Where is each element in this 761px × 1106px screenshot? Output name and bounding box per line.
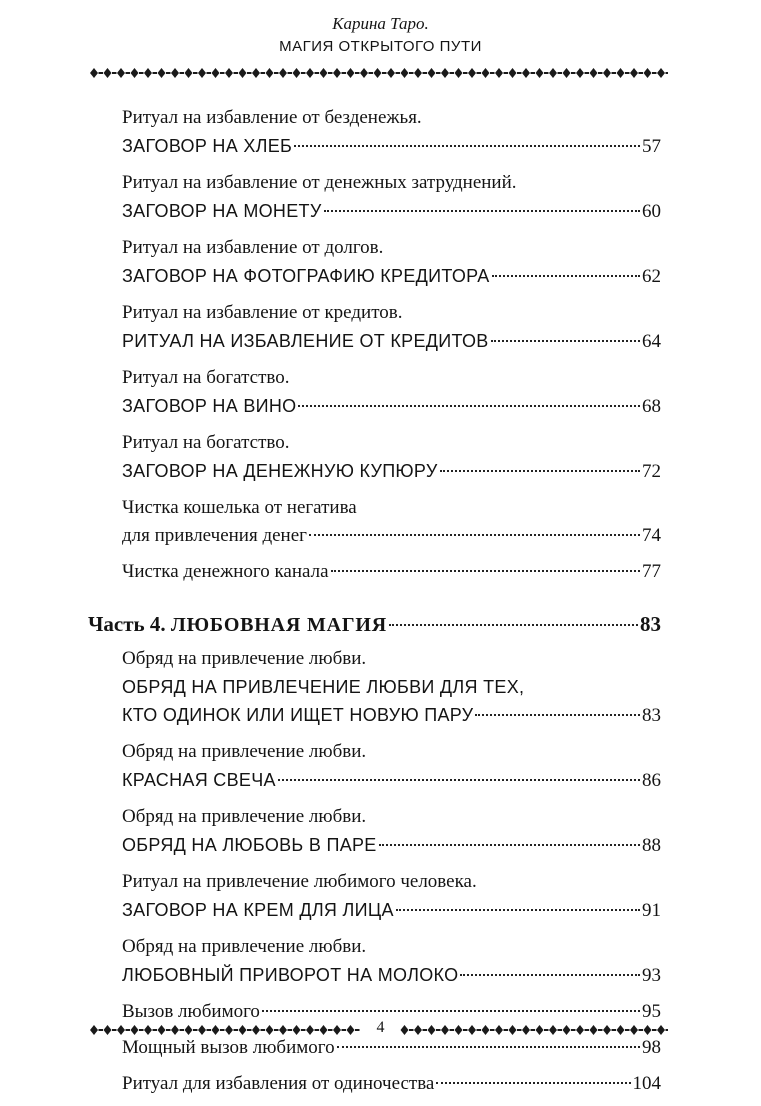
ornament-diamond-icon xyxy=(306,68,319,78)
toc-entry[interactable] xyxy=(122,1034,661,1062)
ornament-diamond-icon xyxy=(293,68,306,78)
toc-entry-title: Ритуал для избавления от одиночества xyxy=(122,1073,435,1094)
ornament-diamond-icon xyxy=(158,68,171,78)
toc-entry-title-row xyxy=(122,831,661,860)
ornament-diamond-icon xyxy=(617,68,630,78)
toc-entry[interactable] xyxy=(122,429,661,486)
toc-entry-title-row xyxy=(122,522,661,550)
toc-page-number: 62 xyxy=(642,266,661,287)
toc-entry-subtitle: Обряд на привлечение любви. xyxy=(122,648,367,669)
ornament-diamond-icon xyxy=(590,68,603,78)
toc-entry-title-row xyxy=(122,896,661,925)
toc-page-number: 83 xyxy=(642,705,661,726)
toc-entry-subtitle: Ритуал на избавление от безденежья. xyxy=(122,107,422,128)
toc-entry-title-row xyxy=(122,1034,661,1062)
toc-entry-title-row xyxy=(122,701,661,730)
dot-leader xyxy=(298,405,640,407)
toc-entry[interactable] xyxy=(122,364,661,421)
toc-page-number: 68 xyxy=(642,396,661,417)
toc-entry-title-row xyxy=(122,558,661,586)
toc-entry-title: для привлечения денег xyxy=(122,525,307,546)
toc-entry-title-row xyxy=(122,197,661,226)
toc-entry[interactable] xyxy=(122,1070,661,1098)
dot-leader xyxy=(389,624,638,626)
toc-entry-title: ОБРЯД НА ЛЮБОВЬ В ПАРЕ xyxy=(122,835,377,855)
ornament-diamond-icon xyxy=(522,68,535,78)
chapter-page-number: 83 xyxy=(640,612,661,636)
dot-leader xyxy=(278,779,640,781)
toc-entry-title: КТО ОДИНОК ИЛИ ИЩЕТ НОВУЮ ПАРУ xyxy=(122,705,474,725)
toc-entry-title-row xyxy=(122,132,661,161)
toc-entry-subtitle: Ритуал на богатство. xyxy=(122,367,290,388)
toc-entry-title-row xyxy=(122,262,661,291)
ornament-diamond-icon xyxy=(104,68,117,78)
chapter-heading-row xyxy=(88,610,661,639)
ornament-diamond-icon xyxy=(225,68,238,78)
ornament-top-icon xyxy=(88,67,668,79)
dot-leader xyxy=(262,1010,640,1012)
ornament-diamond-icon xyxy=(549,68,562,78)
ornament-diamond-icon xyxy=(428,68,441,78)
toc-entry[interactable] xyxy=(122,558,661,586)
toc-entry[interactable] xyxy=(122,803,661,860)
dot-leader xyxy=(379,844,640,846)
toc-page-number: 95 xyxy=(642,1001,661,1022)
dot-leader xyxy=(396,909,640,911)
running-header xyxy=(0,14,761,58)
toc-entry-title-row xyxy=(122,961,661,990)
toc-entry-title: Чистка денежного канала xyxy=(122,561,329,582)
toc-entry-subtitle: Ритуал на избавление от долгов. xyxy=(122,237,384,258)
toc-entry-title: КРАСНАЯ СВЕЧА xyxy=(122,770,276,790)
toc-entry[interactable] xyxy=(122,104,661,161)
toc-chapter-part4 xyxy=(0,610,761,639)
chapter-heading[interactable] xyxy=(88,610,661,639)
toc-entry[interactable] xyxy=(122,645,661,730)
dot-leader xyxy=(294,145,640,147)
ornament-diamond-icon xyxy=(401,68,414,78)
ornament-diamond-icon xyxy=(374,68,387,78)
ornament-diamond-icon xyxy=(455,68,468,78)
toc-entry-title-row xyxy=(122,457,661,486)
toc-entry-title: ЗАГОВОР НА ФОТОГРАФИЮ КРЕДИТОРА xyxy=(122,266,490,286)
toc-entry-title-row xyxy=(122,327,661,356)
header-book-title: МАГИЯ ОТКРЫТОГО ПУТИ xyxy=(279,38,482,55)
toc-entry-subtitle: Обряд на привлечение любви. xyxy=(122,741,367,762)
dot-leader xyxy=(492,275,640,277)
ornament-diamond-icon xyxy=(360,68,373,78)
toc-entry[interactable] xyxy=(122,169,661,226)
ornament-diamond-icon xyxy=(495,68,508,78)
ornament-diamond-icon xyxy=(131,68,144,78)
ornament-diamond-icon xyxy=(198,68,211,78)
toc-entry-title-row xyxy=(122,766,661,795)
ornament-diamond-icon xyxy=(185,68,198,78)
toc-page-number: 88 xyxy=(642,835,661,856)
ornament-diamond-icon xyxy=(414,68,427,78)
header-author: Карина Таро. xyxy=(332,14,429,33)
toc-entry-subtitle: Ритуал на привлечение любимого человека. xyxy=(122,871,477,892)
chapter-title: ЛЮБОВНАЯ МАГИЯ xyxy=(170,614,387,636)
toc-section-part3 xyxy=(0,104,761,586)
dot-leader xyxy=(324,210,640,212)
toc-entry-title: ЗАГОВОР НА МОНЕТУ xyxy=(122,201,322,221)
ornament-diamond-icon xyxy=(171,68,184,78)
toc-entry-subtitle: Ритуал на избавление от денежных затруднений. xyxy=(122,172,517,193)
ornament-diamond-icon xyxy=(468,68,481,78)
toc-entry-subtitle: Обряд на привлечение любви. xyxy=(122,936,367,957)
ornament-diamond-icon xyxy=(90,68,103,78)
ornament-diamond-icon xyxy=(212,68,225,78)
dot-leader xyxy=(309,534,640,536)
ornament-diamond-icon xyxy=(644,68,657,78)
ornament-diamond-icon xyxy=(509,68,522,78)
toc-entry-title: ЗАГОВОР НА ХЛЕБ xyxy=(122,136,293,156)
toc-entry[interactable] xyxy=(122,299,661,356)
toc-page-number: 86 xyxy=(642,770,661,791)
toc-entry-title-row xyxy=(122,392,661,421)
table-of-contents xyxy=(0,104,761,1106)
toc-page-number: 77 xyxy=(642,561,661,582)
toc-page-number: 93 xyxy=(642,965,661,986)
toc-entry-subtitle: Ритуал на избавление от кредитов. xyxy=(122,302,403,323)
toc-page-number: 104 xyxy=(632,1073,661,1094)
toc-entry-title: ЛЮБОВНЫЙ ПРИВОРОТ НА МОЛОКО xyxy=(122,965,459,985)
chapter-prefix: Часть 4. xyxy=(88,612,166,636)
ornament-diamond-icon xyxy=(630,68,643,78)
toc-entry-title-row xyxy=(122,1070,661,1098)
ornament-diamond-icon xyxy=(320,68,333,78)
toc-entry[interactable] xyxy=(122,738,661,795)
ornament-diamond-icon xyxy=(576,68,589,78)
ornament-diamond-icon xyxy=(482,68,495,78)
toc-entry-subtitle: ОБРЯД НА ПРИВЛЕЧЕНИЕ ЛЮБВИ ДЛЯ ТЕХ, xyxy=(122,677,525,697)
toc-entry-subtitle: Ритуал на богатство. xyxy=(122,432,290,453)
page-number-footer xyxy=(0,1018,761,1038)
toc-page-number: 74 xyxy=(642,525,661,546)
toc-entry-title: ЗАГОВОР НА ВИНО xyxy=(122,396,297,416)
ornament-diamond-icon xyxy=(441,68,454,78)
toc-entry-title: ЗАГОВОР НА КРЕМ ДЛЯ ЛИЦА xyxy=(122,900,394,920)
toc-entry-title: РИТУАЛ НА ИЗБАВЛЕНИЕ ОТ КРЕДИТОВ xyxy=(122,331,489,351)
toc-page-number: 91 xyxy=(642,900,661,921)
ornament-diamond-icon xyxy=(603,68,616,78)
toc-page-number: 60 xyxy=(642,201,661,222)
ornament-diamond-icon xyxy=(333,68,346,78)
ornament-diamond-icon xyxy=(266,68,279,78)
ornament-diamond-icon xyxy=(563,68,576,78)
toc-page-number: 57 xyxy=(642,136,661,157)
ornament-diamond-icon xyxy=(252,68,265,78)
toc-entry[interactable] xyxy=(122,933,661,990)
dot-leader xyxy=(491,340,640,342)
dot-leader xyxy=(460,974,640,976)
dot-leader xyxy=(337,1046,640,1048)
toc-page-number: 98 xyxy=(642,1037,661,1058)
ornament-diamond-icon xyxy=(239,68,252,78)
toc-entry-title: ЗАГОВОР НА ДЕНЕЖНУЮ КУПЮРУ xyxy=(122,461,438,481)
ornament-diamond-icon xyxy=(144,68,157,78)
toc-page-number: 64 xyxy=(642,331,661,352)
ornament-diamond-icon xyxy=(117,68,130,78)
toc-entry-title: Вызов любимого xyxy=(122,1001,260,1022)
toc-entry-subtitle: Обряд на привлечение любви. xyxy=(122,806,367,827)
toc-page-number: 72 xyxy=(642,461,661,482)
toc-entry-title: Мощный вызов любимого xyxy=(122,1037,335,1058)
dot-leader xyxy=(475,714,640,716)
dot-leader xyxy=(436,1082,630,1084)
dot-leader xyxy=(331,570,640,572)
ornament-diamond-icon xyxy=(387,68,400,78)
ornament-diamond-icon xyxy=(279,68,292,78)
ornament-diamond-icon xyxy=(536,68,549,78)
ornament-diamond-icon xyxy=(347,68,360,78)
dot-leader xyxy=(440,470,640,472)
toc-entry-subtitle: Чистка кошелька от негатива xyxy=(122,497,357,518)
toc-entry[interactable] xyxy=(122,494,661,550)
toc-entry[interactable] xyxy=(122,234,661,291)
page-number: 4 xyxy=(370,1019,392,1036)
toc-entry[interactable] xyxy=(122,868,661,925)
ornament-diamond-icon xyxy=(657,68,668,78)
